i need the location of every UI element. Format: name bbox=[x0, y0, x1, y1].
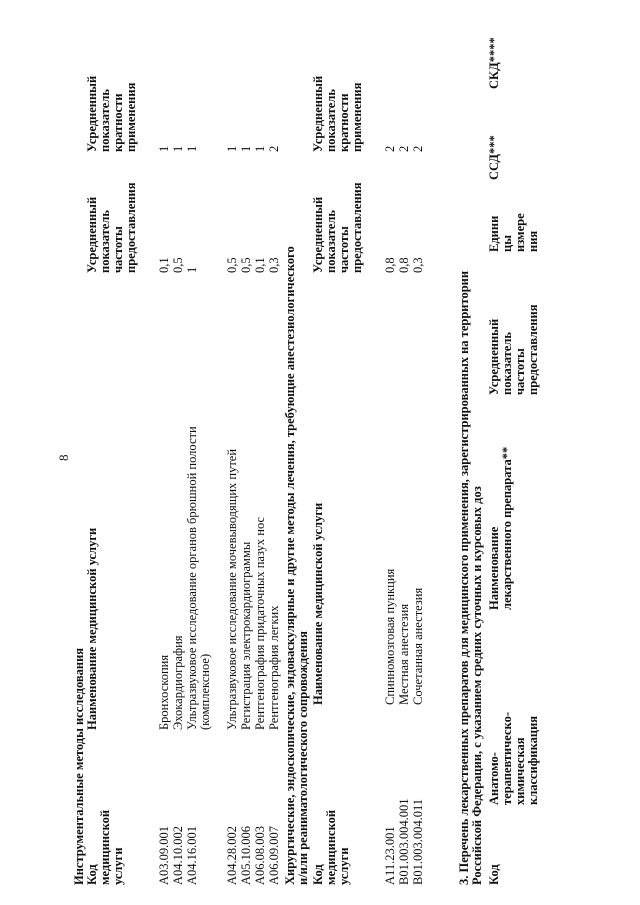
surg-row-code: B01.003.004.001 bbox=[397, 798, 411, 885]
drugs-header-skd: СКД**** bbox=[487, 37, 501, 89]
instr-row-name: Ультразвуковое исследование мочевыводящих путей bbox=[225, 448, 239, 730]
surg-row-name: Местная анестезия bbox=[397, 603, 411, 705]
section-surgical-title: Хирургические, эндоскопические, эндоваскулярные и другие методы лечения, требующие анестезиологического и/или реаниматологического сопровождения bbox=[283, 246, 310, 885]
instr-header-code: Код медицинской услуги bbox=[85, 809, 125, 885]
section-drugs-title: 3. Перечень лекарственных препаратов для медицинского применения, зарегистрированных на территории Российской Федерации, с указанием средних суточных и курсовых доз bbox=[457, 270, 484, 885]
instr-row-mult: 1 bbox=[185, 145, 199, 152]
surg-header-freq: Усредненный показатель частоты предоставления bbox=[311, 182, 364, 273]
drugs-header-atc: Анатомо- терапевтическо- химическая классификация bbox=[487, 711, 540, 805]
surg-row-freq: 0,8 bbox=[383, 257, 397, 273]
surg-row-freq: 0,3 bbox=[411, 257, 425, 273]
surg-header-mult: Усредненный показатель кратности применения bbox=[311, 75, 364, 152]
instr-row-name: Рентгенография придаточных пазух нос bbox=[253, 516, 267, 730]
instr-row-name: Регистрация электрокардиограммы bbox=[239, 541, 253, 730]
drugs-header-freq: Усредненный показатель частоты предоставления bbox=[487, 304, 540, 395]
instr-row-name: Бронхоскопия bbox=[157, 654, 171, 730]
page-number: 8 bbox=[56, 454, 71, 461]
instr-row-freq: 1 bbox=[185, 266, 199, 273]
instr-row-freq: 0,5 bbox=[171, 257, 185, 273]
instr-header-name: Наименование медицинской услуги bbox=[85, 527, 99, 730]
instr-row-code: A06.08.003 bbox=[253, 825, 267, 885]
surg-row-freq: 0,8 bbox=[397, 257, 411, 273]
instr-row-code: A05.10.006 bbox=[239, 825, 253, 885]
instr-row-freq: 0,5 bbox=[239, 257, 253, 273]
instr-row-freq: 0,1 bbox=[253, 257, 267, 273]
surg-header-code: Код медицинской услуги bbox=[311, 809, 351, 885]
instr-row-freq: 0,3 bbox=[267, 257, 281, 273]
section-instrumental-title: Инструментальные методы исследования bbox=[72, 647, 86, 885]
instr-row-mult: 1 bbox=[239, 145, 253, 152]
surg-row-name: Спинномозговая пункция bbox=[383, 568, 397, 705]
surg-row-mult: 2 bbox=[383, 145, 397, 152]
surg-row-mult: 2 bbox=[397, 145, 411, 152]
surg-row-code: B01.003.004.011 bbox=[411, 799, 425, 885]
drugs-header-unit: Едини цы измере ния bbox=[487, 213, 540, 252]
instr-row-code: A06.09.007 bbox=[267, 825, 281, 885]
surg-row-mult: 2 bbox=[411, 145, 425, 152]
instr-row-freq: 0,1 bbox=[157, 257, 171, 273]
instr-row-mult: 1 bbox=[253, 145, 267, 152]
drugs-header-ssd: ССД*** bbox=[487, 135, 501, 180]
instr-row-code: A03.09.001 bbox=[157, 825, 171, 885]
surg-row-code: A11.23.001 bbox=[383, 826, 397, 885]
instr-row-code: A04.10.002 bbox=[171, 825, 185, 885]
surg-row-name: Сочетанная анестезия bbox=[411, 587, 425, 705]
instr-row-name: Ультразвуковое исследование органов брюшной полости (комплексное) bbox=[185, 426, 212, 730]
instr-row-mult: 1 bbox=[171, 145, 185, 152]
instr-row-mult: 2 bbox=[267, 145, 281, 152]
instr-row-code: A04.16.001 bbox=[185, 825, 199, 885]
drugs-header-code: Код bbox=[487, 864, 501, 885]
instr-header-mult: Усредненный показатель кратности применения bbox=[85, 75, 138, 152]
instr-row-mult: 1 bbox=[225, 145, 239, 152]
instr-row-code: A04.28.002 bbox=[225, 825, 239, 885]
instr-header-freq: Усредненный показатель частоты предоставления bbox=[85, 182, 138, 273]
instr-row-mult: 1 bbox=[157, 145, 171, 152]
instr-row-name: Рентгенография легких bbox=[267, 605, 281, 730]
drugs-header-name: Наименование лекарственного препарата** bbox=[487, 446, 514, 610]
instr-row-freq: 0,5 bbox=[225, 257, 239, 273]
surg-header-name: Наименование медицинской услуги bbox=[311, 502, 325, 705]
instr-row-name: Эхокардиография bbox=[171, 635, 185, 730]
